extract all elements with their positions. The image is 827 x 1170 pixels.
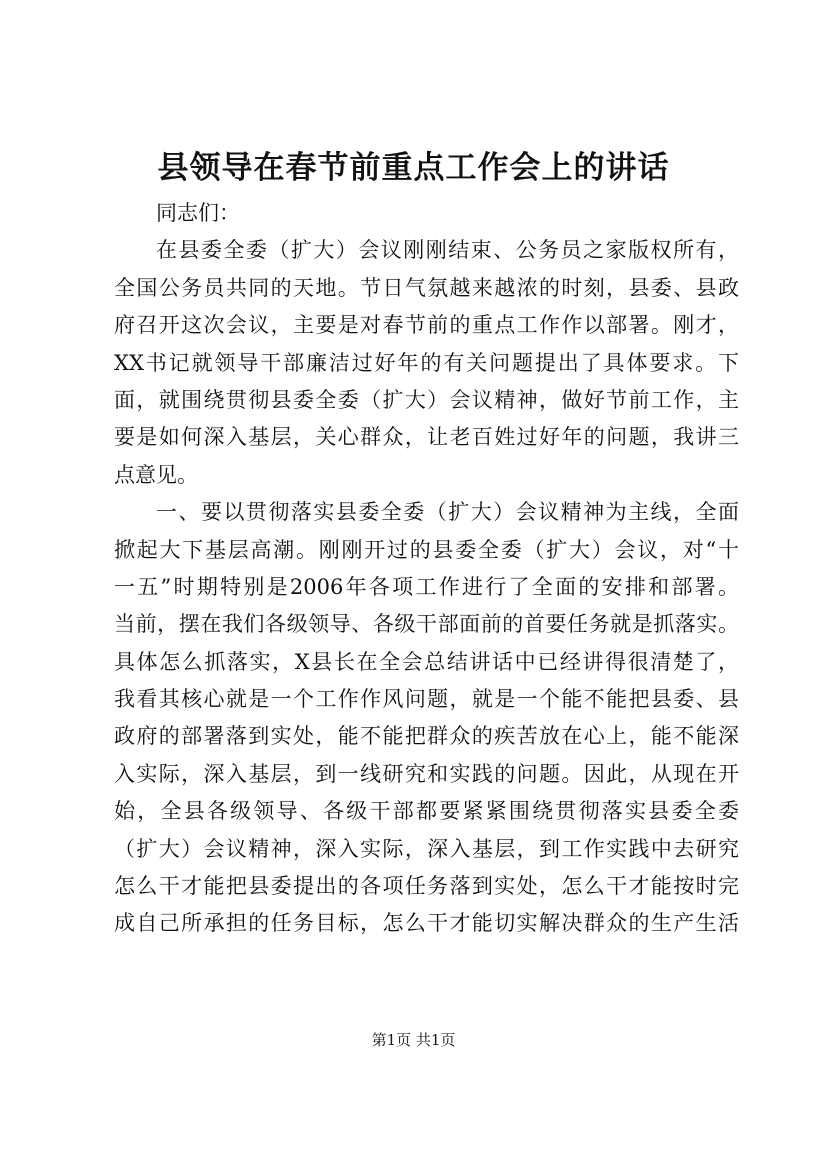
paragraph-line: 怎么干才能把县委提出的各项任务落到实处，怎么干才能按时完 — [114, 874, 739, 899]
paragraph-line: 一五”时期特别是2006年各项工作进行了全面的安排和部署。 — [114, 574, 739, 599]
document-body — [114, 195, 739, 943]
paragraph-line: 入实际，深入基层，到一线研究和实践的问题。因此，从现在开 — [114, 761, 739, 786]
paragraph-line: 面，就围绕贯彻县委全委（扩大）会议精神，做好节前工作，主 — [114, 387, 739, 412]
paragraph-line: 点意见。 — [114, 462, 198, 487]
paragraph-line: （扩大）会议精神，深入实际，深入基层，到工作实践中去研究 — [114, 836, 739, 861]
paragraph-line: 府召开这次会议，主要是对春节前的重点工作作以部署。刚才， — [114, 313, 739, 338]
page-footer: 第1页 共1页 — [371, 1031, 456, 1049]
document-title: 县领导在春节前重点工作会上的讲话 — [157, 150, 670, 186]
paragraph-line: 全国公务员共同的天地。节日气氛越来越浓的时刻，县委、县政 — [114, 275, 739, 300]
paragraph-line: 始，全县各级领导、各级干部都要紧紧围绕贯彻落实县委全委 — [114, 799, 739, 824]
salutation-line: 同志们： — [156, 201, 240, 225]
paragraph-line: XX书记就领导干部廉洁过好年的有关问题提出了具体要求。下 — [114, 350, 739, 375]
paragraph-line: 一、要以贯彻落实县委全委（扩大）会议精神为主线，全面 — [156, 500, 739, 525]
paragraph-line: 成自己所承担的任务目标，怎么干才能切实解决群众的生产生活 — [114, 911, 739, 936]
paragraph-line: 要是如何深入基层，关心群众，让老百姓过好年的问题，我讲三 — [114, 425, 739, 450]
paragraph-line: 政府的部署落到实处，能不能把群众的疾苦放在心上，能不能深 — [114, 724, 739, 749]
paragraph-line: 具体怎么抓落实，X县长在全会总结讲话中已经讲得很清楚了， — [114, 649, 739, 674]
paragraph-line: 当前，摆在我们各级领导、各级干部面前的首要任务就是抓落实。 — [114, 612, 739, 637]
paragraph-line: 在县委全委（扩大）会议刚刚结束、公务员之家版权所有， — [156, 238, 739, 263]
paragraph-line: 掀起大下基层高潮。刚刚开过的县委全委（扩大）会议，对“十 — [114, 537, 739, 562]
paragraph-line: 我看其核心就是一个工作作风问题，就是一个能不能把县委、县 — [114, 687, 739, 712]
